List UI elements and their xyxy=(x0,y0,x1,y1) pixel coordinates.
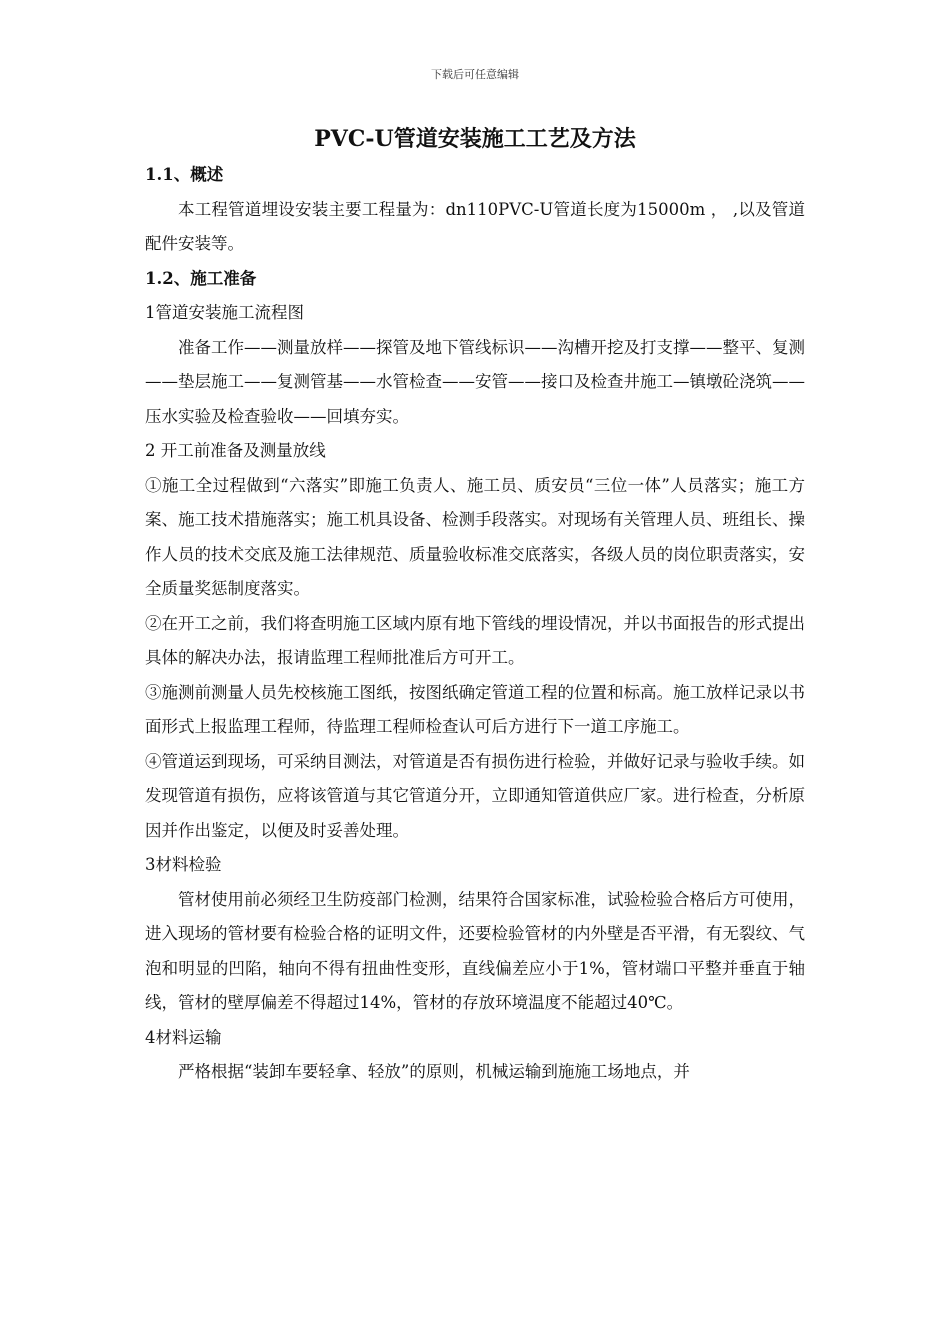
header-note: 下载后可任意编辑 xyxy=(431,68,519,81)
subheading-material-inspection: 3材料检验 xyxy=(145,855,222,874)
paragraph-item-4: ④管道运到现场，可采纳目测法，对管道是否有损伤进行检验，并做好记录与验收手续。如发现管道有损伤，应将该管道与其它管道分开，立即通知管道供应厂家。进行检查，分析原因并作出鉴定，以便及时妥善处理。 xyxy=(145,751,805,840)
paragraph-material-transport: 严格根据“装卸车要轻拿、轻放”的原则，机械运输到施施工场地点，并 xyxy=(178,1062,690,1081)
subheading-pre-start: 2 开工前准备及测量放线 xyxy=(145,441,326,460)
section-heading-overview: 1.1、概述 xyxy=(145,165,224,184)
subheading-flowchart: 1管道安装施工流程图 xyxy=(145,303,304,322)
section-heading-preparation: 1.2、施工准备 xyxy=(145,268,257,288)
paragraph-flowchart: 准备工作——测量放样——探管及地下管线标识——沟槽开挖及打支撑——整平、复测——垫层施工——复测管基——水管检查——安管——接口及检查井施工—镇墩砼浇筑——压水实验及检查验收——回填夯实。 xyxy=(145,337,805,426)
subheading-material-transport: 4材料运输 xyxy=(145,1027,222,1047)
paragraph-material-inspection: 管材使用前必须经卫生防疫部门检测，结果符合国家标准，试验检验合格后方可使用，进入现场的管材要有检验合格的证明文件，还要检验管材的内外壁是否平滑，有无裂纹、气泡和明显的凹陷，轴向不得有扭曲性变形，直线偏差应小于1%，管材端口平整并垂直于轴线，管材的壁厚偏差不得超过14%，管材的存放环境温度不能超过40℃。 xyxy=(145,889,805,1012)
paragraph-overview: 本工程管道埋设安装主要工程量为：dn110PVC-U管道长度为15000m ， ,以及管道配件安装等。 xyxy=(145,199,805,253)
paragraph-item-3: ③施测前测量人员先校核施工图纸，按图纸确定管道工程的位置和标高。施工放样记录以书面形式上报监理工程师，待监理工程师检查认可后方进行下一道工序施工。 xyxy=(145,682,805,736)
document-title: PVC-U管道安装施工工艺及方法 xyxy=(314,126,636,152)
document-body xyxy=(145,158,805,1090)
paragraph-item-1: ①施工全过程做到“六落实”即施工负责人、施工员、质安员“三位一体”人员落实；施工方案、施工技术措施落实；施工机具设备、检测手段落实。对现场有关管理人员、班组长、操作人员的技术交底及施工法律规范、质量验收标准交底落实，各级人员的岗位职责落实，安全质量奖惩制度落实。 xyxy=(145,475,805,598)
paragraph-item-2: ②在开工之前，我们将查明施工区域内原有地下管线的埋设情况，并以书面报告的形式提出具体的解决办法，报请监理工程师批准后方可开工。 xyxy=(145,613,805,667)
